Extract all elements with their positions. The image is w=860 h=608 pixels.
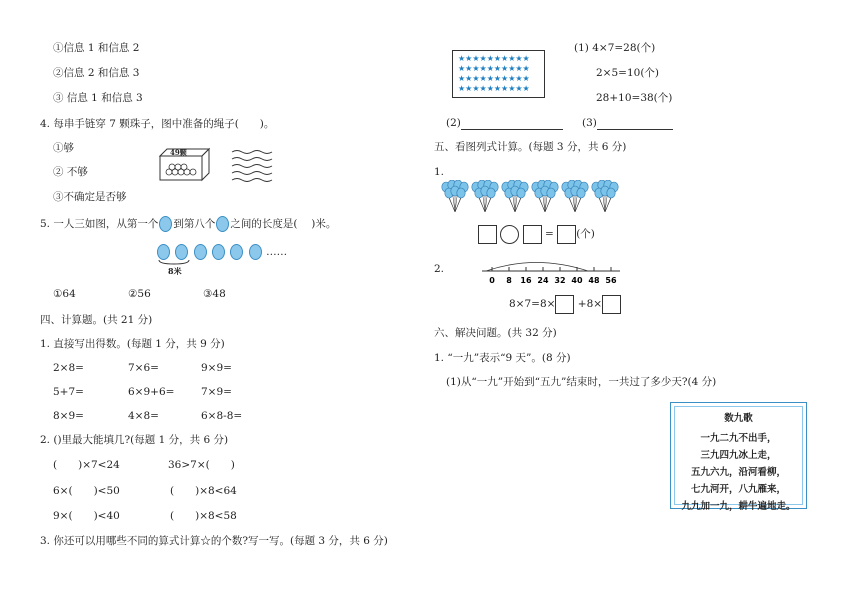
calc-item: 5+7= <box>53 386 84 398</box>
lantern-icon <box>216 216 229 232</box>
question-4: 4. 每串手链穿 7 颗珠子，图中准备的绳子( )。 <box>40 118 275 130</box>
tick-label: 40 <box>571 276 583 285</box>
answer-box[interactable] <box>523 225 542 244</box>
balloon-icon <box>577 188 585 198</box>
balloon-bunch <box>592 180 618 212</box>
equation-3: 28+10=38(个) <box>596 92 673 104</box>
calc-item: 6×9+6= <box>128 386 175 398</box>
eq2-text-a: 8×7=8× <box>509 298 556 310</box>
poem-line: 九九加一九，耕牛遍地走。 <box>681 501 796 512</box>
answer-2-line[interactable] <box>461 129 563 130</box>
lantern-icon <box>249 244 262 260</box>
star-row: ★★★★★★★★★★ <box>458 74 530 83</box>
answer-2-label: (2) <box>446 117 461 129</box>
option-3: ③ 信息 1 和信息 3 <box>53 92 143 104</box>
star-grid <box>452 50 545 98</box>
balloon-icon <box>487 188 495 198</box>
balloon-bunch <box>442 180 468 212</box>
lantern-icon <box>194 244 207 260</box>
option-2: ②信息 2 和信息 3 <box>53 67 140 79</box>
lantern-icon <box>230 244 243 260</box>
rope-icon <box>230 148 274 182</box>
tick-label: 8 <box>506 276 512 285</box>
balloon-bunch <box>502 180 528 212</box>
q5-option-2: ②56 <box>128 288 151 300</box>
equation-2: 2×5=10(个) <box>596 67 660 79</box>
calc-item: 8×9= <box>53 410 84 422</box>
answer-box[interactable] <box>555 295 574 314</box>
star-row: ★★★★★★★★★★ <box>458 64 530 73</box>
balloon-icon <box>457 188 465 198</box>
poem-line: 五九六九，沿河看柳， <box>690 467 786 478</box>
lantern-icon <box>159 216 172 232</box>
q4-option-3: ③不确定是否够 <box>53 191 127 203</box>
question-6-1-part-1: (1)从“一九”开始到“五九”结束时，一共过了多少天?(4 分) <box>446 376 717 388</box>
number-line <box>478 256 624 288</box>
balloon-icon <box>607 188 615 198</box>
calc-item: 4×8= <box>128 410 159 422</box>
calc-item: 2×8= <box>53 362 84 374</box>
q4-option-2: ② 不够 <box>53 166 88 178</box>
q5-option-1: ①64 <box>53 288 76 300</box>
section-4-title: 四、计算题。(共 21 分) <box>40 314 153 326</box>
answer-2 <box>446 117 563 130</box>
poem-title: 数九歌 <box>724 413 753 424</box>
lantern-row <box>156 244 287 260</box>
tick-label: 16 <box>520 276 532 285</box>
answer-box[interactable] <box>478 225 497 244</box>
q5-text-a: 5. 一人三如图，从第一个 <box>40 218 159 230</box>
q5-text-c: 之间的长度是( )米。 <box>230 218 337 230</box>
q4-option-1: ①够 <box>53 142 74 154</box>
balloon-bunch <box>532 180 558 212</box>
calc-item: 9×9= <box>201 362 232 374</box>
fill-item: 9×( )<40 <box>53 510 120 522</box>
q5-text-b: 到第八个 <box>173 218 216 230</box>
fill-item: ( )×8<64 <box>170 485 237 497</box>
unit-label: (个) <box>576 228 595 240</box>
fill-item: ( )×8<58 <box>170 510 237 522</box>
tick-label: 24 <box>537 276 549 285</box>
poem-lines <box>671 430 806 515</box>
star-row: ★★★★★★★★★★ <box>458 84 530 93</box>
lantern-icon <box>175 244 188 260</box>
poem-line: 一九二九不出手， <box>700 433 777 444</box>
answer-box[interactable] <box>602 295 621 314</box>
balloon-bunches <box>440 180 620 214</box>
star-row: ★★★★★★★★★★ <box>458 54 530 63</box>
tick-label: 0 <box>489 276 495 285</box>
tick-label: 32 <box>554 276 566 285</box>
tick-label: 56 <box>605 276 617 285</box>
equation-template-2 <box>509 294 621 314</box>
subquestion-2: 2. ()里最大能填几?(每题 1 分，共 6 分) <box>40 434 229 446</box>
tick-label: 48 <box>588 276 600 285</box>
balloon-icon <box>517 188 525 198</box>
calc-item: 7×6= <box>128 362 159 374</box>
equals-sign: = <box>545 228 554 240</box>
fill-item: 6×( )<50 <box>53 485 120 497</box>
answer-3-line[interactable] <box>597 129 673 130</box>
question-5 <box>40 216 336 232</box>
operator-circle[interactable] <box>500 225 519 244</box>
answer-box[interactable] <box>557 225 576 244</box>
answer-3-label: (3) <box>582 117 597 129</box>
length-label: 8米 <box>168 266 182 276</box>
lantern-icon <box>212 244 225 260</box>
lantern-ellipsis: …… <box>266 246 288 258</box>
balloon-icon <box>547 188 555 198</box>
subquestion-1: 1. 直接写出得数。(每题 1 分，共 9 分) <box>40 338 225 350</box>
equation-1: (1) 4×7=28(个) <box>574 42 656 54</box>
balloon-bunch <box>562 180 588 212</box>
problem-1-label: 1. <box>434 166 445 178</box>
calc-item: 6×8-8= <box>201 410 243 422</box>
q5-option-3: ③48 <box>203 288 226 300</box>
balloon-bunch <box>472 180 498 212</box>
equation-template-1 <box>478 224 595 244</box>
bead-box-label: 49颗 <box>170 148 187 157</box>
calc-item: 7×9= <box>201 386 232 398</box>
answer-3 <box>582 117 673 130</box>
fill-item: ( )×7<24 <box>53 459 120 471</box>
poem-line: 三九四九冰上走， <box>700 450 777 461</box>
section-6-title: 六、解决问题。(共 32 分) <box>434 327 557 339</box>
subquestion-3: 3. 你还可以用哪些不同的算式计算☆的个数?写一写。(每题 3 分，共 6 分) <box>40 535 388 547</box>
poem-card <box>670 402 807 512</box>
jump-arc <box>486 263 588 272</box>
fill-item: 36>7×( ) <box>168 459 235 471</box>
question-6-1: 1. “一九”表示“9 天”。(8 分) <box>434 352 571 364</box>
eq2-text-b: +8× <box>577 298 603 310</box>
lantern-icon <box>157 244 170 260</box>
option-1: ①信息 1 和信息 2 <box>53 42 140 54</box>
problem-2-label: 2. <box>434 263 445 275</box>
section-5-title: 五、看图列式计算。(每题 3 分，共 6 分) <box>434 141 627 153</box>
poem-line: 七九河开，八九雁来， <box>690 484 786 495</box>
